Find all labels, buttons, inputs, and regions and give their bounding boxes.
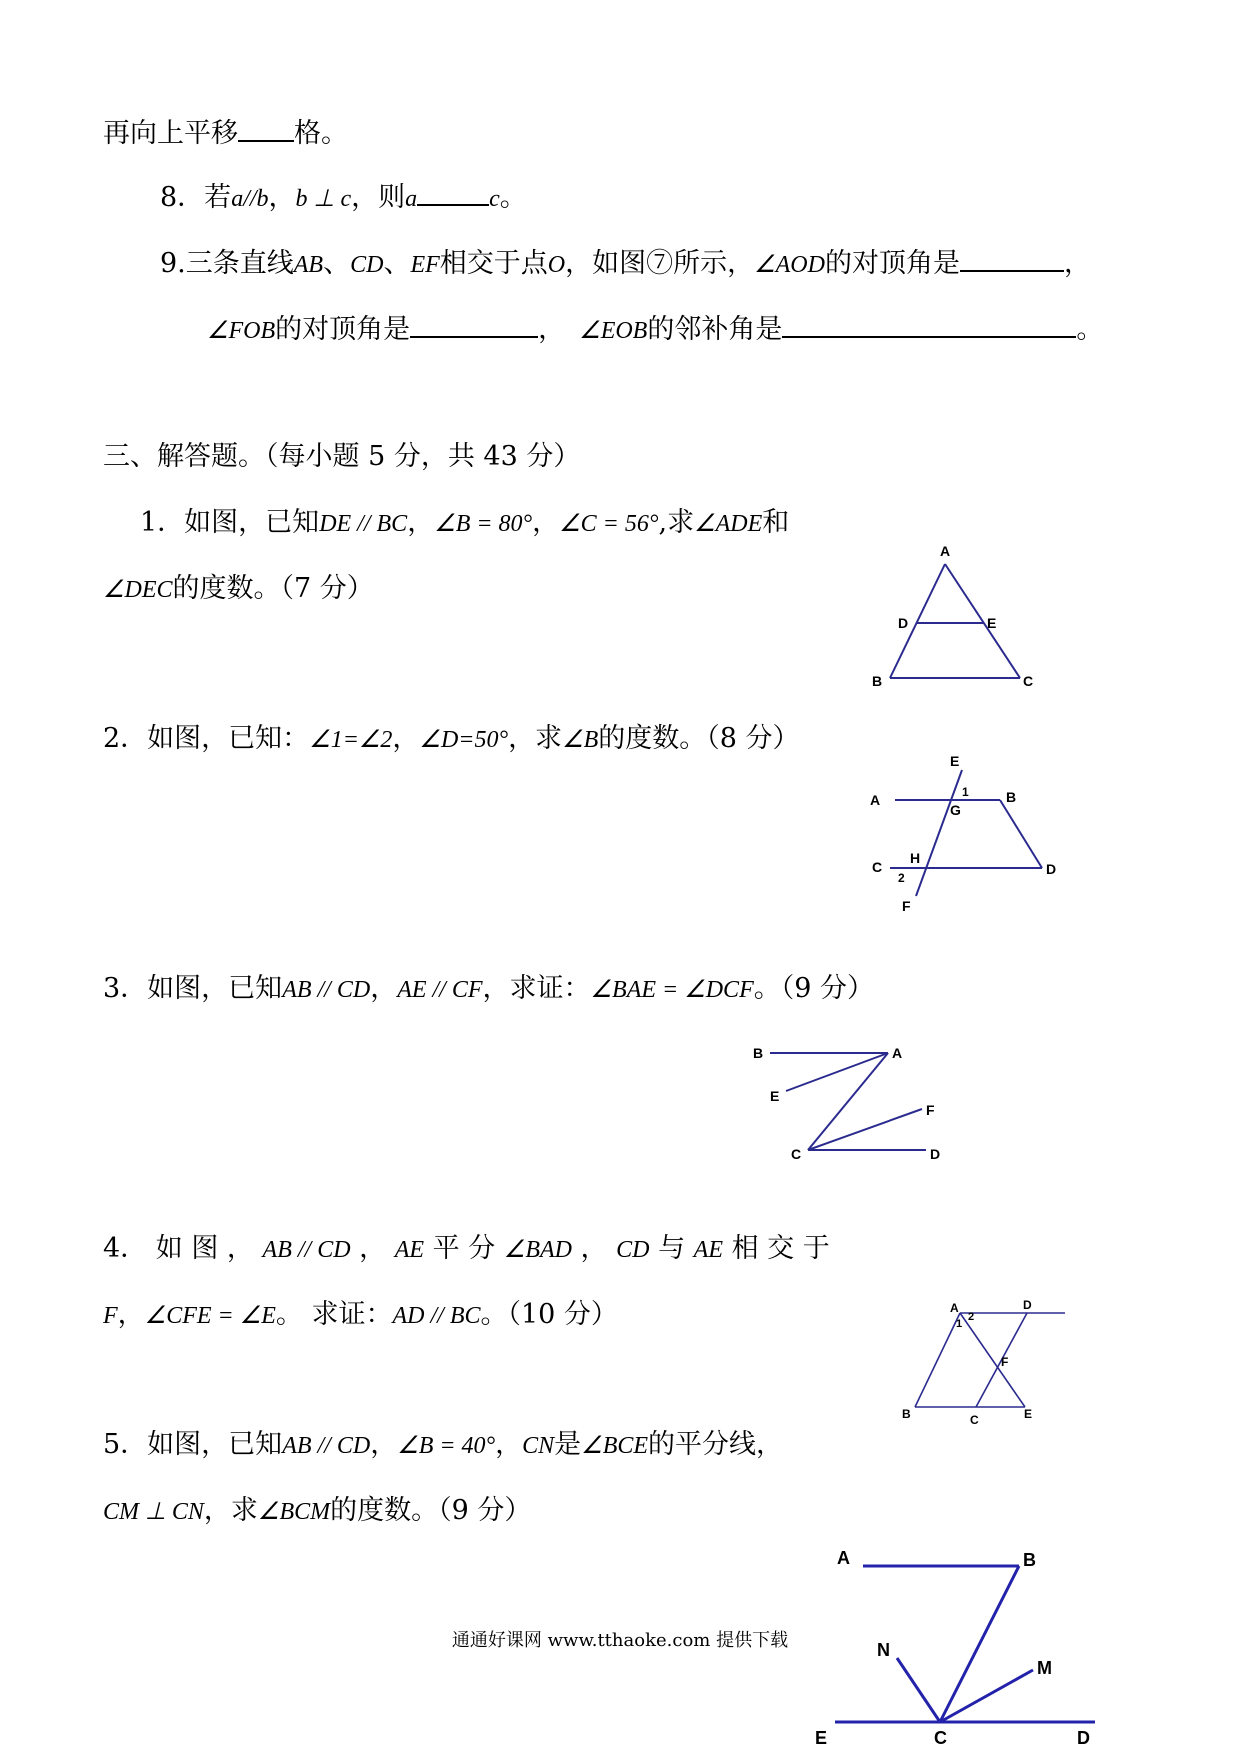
q5-line1: 5．如图，已知AB // CD，∠B = 40°，CN是∠BCE的平分线， — [103, 1429, 784, 1460]
label-C: C — [872, 859, 883, 875]
footer-download-source: 通通好课网 www.tthaoke.com 提供下载 — [451, 1630, 789, 1651]
label-C: C — [791, 1146, 802, 1162]
label-B: B — [1023, 1550, 1036, 1570]
seg-AE — [960, 1313, 1025, 1407]
q8: 8．若a//b，b ⊥ c，则a c。 — [160, 178, 527, 216]
q9-blank-2[interactable] — [410, 310, 538, 338]
q8-blank[interactable] — [417, 178, 489, 206]
label-F: F — [926, 1102, 935, 1118]
q4-line2: F，∠CFE = ∠E。 求证：AD // BC。（10 分） — [103, 1299, 618, 1330]
label-D: D — [1077, 1728, 1090, 1748]
figure-q4 — [890, 1296, 1080, 1430]
q2: 2．如图，已知：∠1=∠2，∠D=50°，求∠B的度数。（8 分） — [103, 723, 800, 754]
label-F: F — [1001, 1355, 1009, 1369]
figure-q3 — [740, 1036, 960, 1176]
label-A: A — [940, 543, 951, 559]
q9-line2: ∠FOB的对顶角是 ， ∠EOB的邻补角是 。 — [207, 310, 1103, 348]
label-C: C — [970, 1413, 979, 1427]
q3: 3．如图，已知AB // CD，AE // CF，求证：∠BAE = ∠DCF。（9 分） — [103, 973, 874, 1004]
label-H: H — [910, 850, 921, 866]
label-C: C — [1023, 673, 1034, 689]
label-1: 1 — [962, 785, 969, 799]
label-2: 2 — [968, 1311, 975, 1323]
label-D: D — [930, 1146, 941, 1162]
figure-q1-triangle — [860, 540, 1060, 690]
label-E: E — [950, 753, 960, 769]
label-1: 1 — [956, 1318, 963, 1330]
q7-blank[interactable] — [238, 114, 294, 142]
q9-blank-1[interactable] — [960, 244, 1064, 272]
section3-heading: 三、解答题。（每小题 5 分，共 43 分） — [103, 441, 581, 472]
seg-AB — [915, 1313, 963, 1407]
label-G: G — [950, 802, 961, 818]
label-A: A — [950, 1301, 959, 1315]
label-2: 2 — [898, 871, 905, 885]
label-E: E — [1024, 1407, 1033, 1421]
label-E: E — [770, 1088, 780, 1104]
label-D: D — [898, 615, 909, 631]
label-M: M — [1037, 1658, 1052, 1678]
label-E: E — [987, 615, 997, 631]
label-D: D — [1023, 1298, 1032, 1312]
label-B: B — [753, 1045, 764, 1061]
label-A: A — [837, 1548, 850, 1568]
label-A: A — [870, 792, 881, 808]
q5-line2: CM ⊥ CN，求∠BCM的度数。（9 分） — [103, 1495, 532, 1526]
label-B: B — [872, 673, 883, 689]
seg-EF — [916, 770, 962, 896]
label-B: B — [902, 1407, 911, 1421]
label-N: N — [877, 1640, 890, 1660]
seg-BD — [1000, 800, 1042, 868]
figure-q2-trapezoid — [860, 748, 1060, 928]
q4-line1: 4． 如 图 ， AB // CD ， AE 平 分 ∠BAD ， CD 与 AE 相 交 于 — [103, 1233, 830, 1264]
q7-tail: 再向上平移 格。 — [103, 114, 348, 151]
label-A: A — [892, 1045, 903, 1061]
label-F: F — [902, 898, 911, 914]
q1-line1: 1．如图，已知DE // BC，∠B = 80°，∠C = 56°,求∠ADE和 — [140, 507, 790, 538]
seg-CN — [897, 1658, 940, 1722]
q1-line2: ∠DEC的度数。（7 分） — [103, 573, 374, 604]
label-E: E — [815, 1728, 828, 1748]
label-B: B — [1006, 789, 1017, 805]
label-D: D — [1046, 861, 1057, 877]
q9-line1: 9.三条直线AB、CD、EF相交于点O，如图⑦所示，∠AOD的对顶角是 ， — [160, 244, 1091, 282]
label-C: C — [934, 1728, 947, 1748]
seg-AC — [945, 564, 1020, 678]
q9-blank-3[interactable] — [782, 310, 1076, 338]
